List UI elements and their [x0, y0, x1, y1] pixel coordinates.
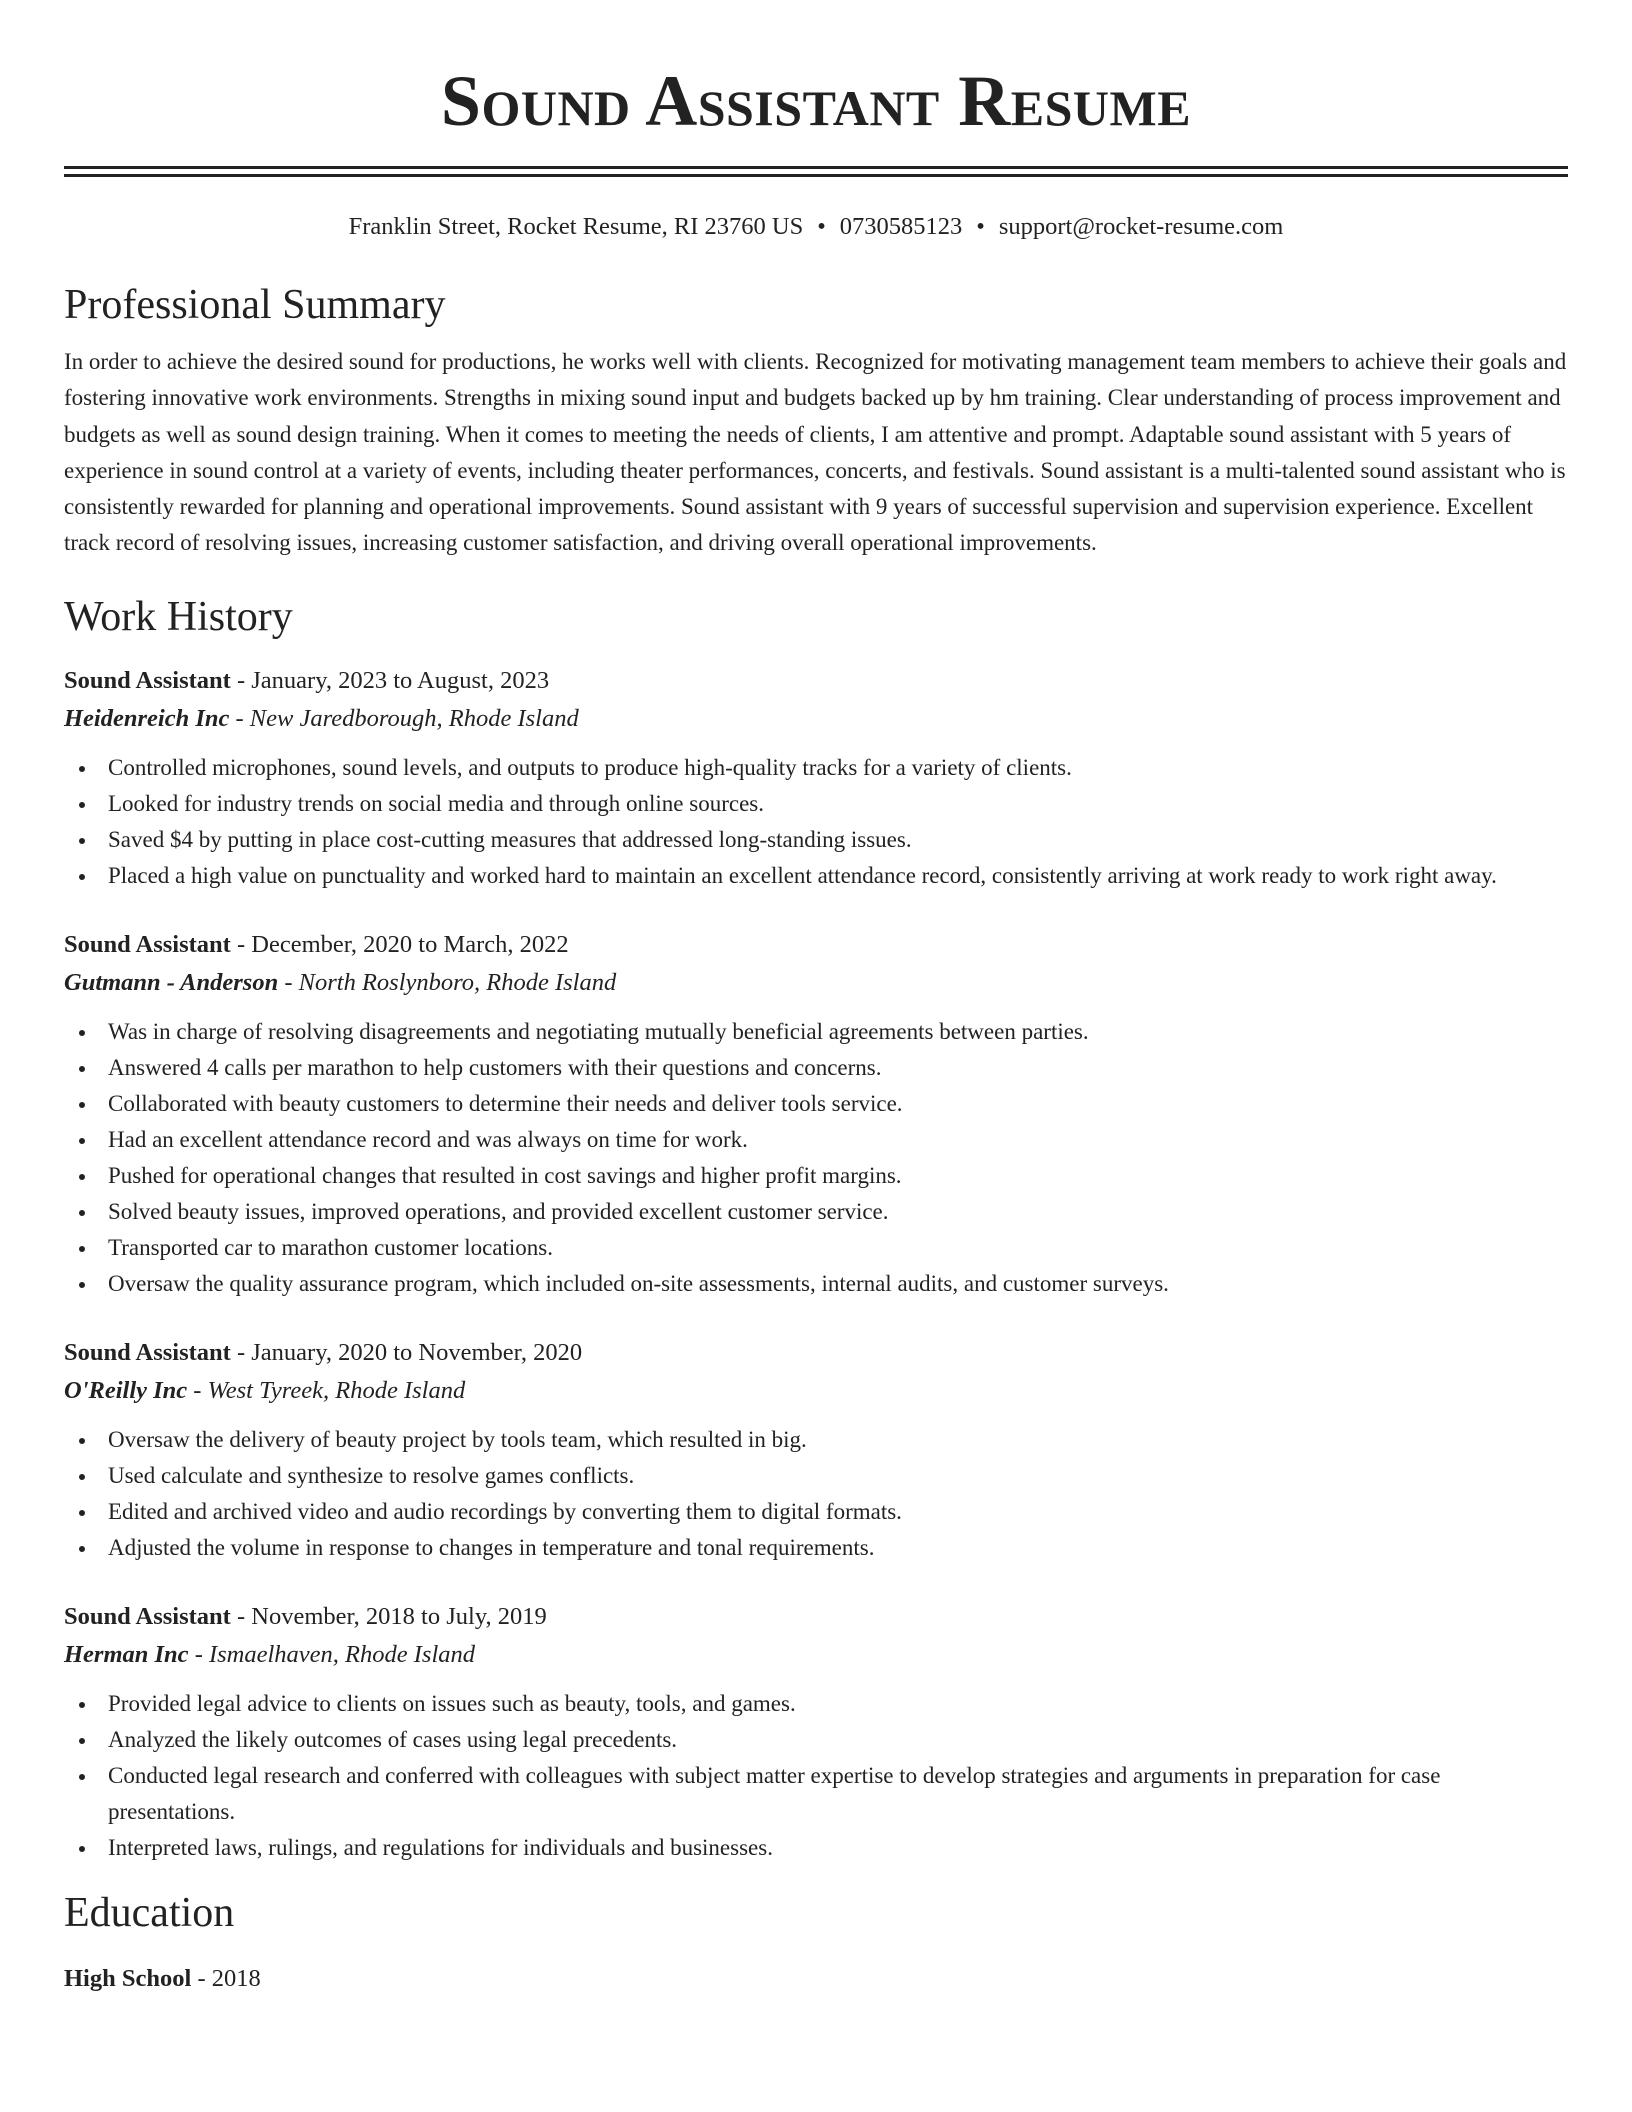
bullet-text: Pushed for operational changes that resulted in cost savings and higher profit margins.	[108, 1162, 902, 1188]
list-item	[64, 1122, 1568, 1158]
bullet-text: Looked for industry trends on social media and through online sources.	[108, 790, 764, 816]
education-degree: High School	[64, 1964, 192, 1992]
contact-phone: 0730585123	[839, 213, 963, 240]
bullet-icon	[79, 802, 85, 808]
job-dates: November, 2018 to July, 2019	[251, 1602, 547, 1630]
dash: -	[230, 1602, 252, 1630]
job-title: Sound Assistant	[64, 930, 231, 958]
bullet-text: Oversaw the delivery of beauty project by tools team, which resulted in big.	[108, 1426, 807, 1452]
list-item	[64, 822, 1568, 858]
bullet-icon	[79, 1510, 85, 1516]
bullet-text: Solved beauty issues, improved operations, and provided excellent customer service.	[108, 1198, 889, 1224]
bullet-text: Had an excellent attendance record and was always on time for work.	[108, 1126, 748, 1152]
education-heading: Education	[64, 1889, 235, 1936]
work-history-list	[64, 662, 1568, 1866]
job-entry	[64, 1598, 1568, 1866]
list-item	[64, 1194, 1568, 1230]
job-bullets	[64, 1686, 1568, 1866]
bullet-text: Collaborated with beauty customers to determine their needs and deliver tools service.	[108, 1090, 903, 1116]
bullet-icon	[79, 1282, 85, 1288]
bullet-text: Analyzed the likely outcomes of cases using legal precedents.	[108, 1726, 678, 1752]
company-line	[64, 1372, 1568, 1410]
bullet-text: Placed a high value on punctuality and worked hard to maintain an excellent attendance record, consistently arriving at work ready to work right away.	[108, 862, 1497, 888]
education-year: 2018	[211, 1964, 261, 1992]
company-line	[64, 1636, 1568, 1674]
list-item	[64, 750, 1568, 786]
bullet-text: Used calculate and synthesize to resolve games conflicts.	[108, 1462, 635, 1488]
job-dates: January, 2023 to August, 2023	[251, 666, 550, 694]
company-name: O'Reilly Inc	[64, 1376, 188, 1404]
list-item	[64, 1722, 1568, 1758]
job-bullets	[64, 750, 1568, 894]
list-item	[64, 1458, 1568, 1494]
contact-address: Franklin Street, Rocket Resume, RI 23760 US	[348, 213, 804, 240]
job-entry	[64, 1334, 1568, 1566]
dash: -	[187, 1376, 208, 1404]
list-item	[64, 1158, 1568, 1194]
list-item	[64, 1830, 1568, 1866]
job-entry	[64, 926, 1568, 1302]
bullet-text: Conducted legal research and conferred with colleagues with subject matter expertise to develop strategies and arguments in preparation for case presentations.	[108, 1762, 1441, 1824]
bullet-icon	[79, 1138, 85, 1144]
company-line	[64, 964, 1568, 1002]
dash: -	[229, 704, 250, 732]
contact-separator: •	[976, 213, 985, 240]
company-location: Ismaelhaven, Rhode Island	[208, 1640, 476, 1668]
dash: -	[278, 968, 299, 996]
bullet-icon	[79, 1546, 85, 1552]
bullet-text: Transported car to marathon customer locations.	[108, 1234, 553, 1260]
bullet-text: Oversaw the quality assurance program, which included on-site assessments, internal audits, and customer surveys.	[108, 1270, 1169, 1296]
bullet-icon	[79, 838, 85, 844]
list-item	[64, 1494, 1568, 1530]
list-item	[64, 1530, 1568, 1566]
bullet-icon	[79, 1102, 85, 1108]
list-item	[64, 1266, 1568, 1302]
bullet-icon	[79, 1702, 85, 1708]
job-title-line	[64, 1598, 1568, 1636]
dash: -	[230, 930, 252, 958]
list-item	[64, 786, 1568, 822]
bullet-text: Answered 4 calls per marathon to help customers with their questions and concerns.	[108, 1054, 882, 1080]
contact-line	[64, 212, 1568, 242]
contact-email: support@rocket-resume.com	[998, 213, 1284, 240]
summary-heading: Professional Summary	[64, 282, 446, 328]
job-title-line	[64, 662, 1568, 700]
list-item	[64, 1422, 1568, 1458]
company-line	[64, 700, 1568, 738]
bullet-icon	[79, 1474, 85, 1480]
bullet-icon	[79, 1030, 85, 1036]
company-name: Herman Inc	[64, 1640, 189, 1668]
list-item	[64, 1230, 1568, 1266]
job-entry	[64, 662, 1568, 894]
contact-separator: •	[817, 213, 826, 240]
job-title-line	[64, 1334, 1568, 1372]
bullet-icon	[79, 1066, 85, 1072]
bullet-icon	[79, 874, 85, 880]
list-item	[64, 1014, 1568, 1050]
bullet-icon	[79, 766, 85, 772]
company-name: Gutmann - Anderson	[64, 968, 279, 996]
job-title: Sound Assistant	[64, 666, 231, 694]
bullet-text: Provided legal advice to clients on issues such as beauty, tools, and games.	[108, 1690, 796, 1716]
list-item	[64, 1686, 1568, 1722]
bullet-icon	[79, 1846, 85, 1852]
dash: -	[230, 666, 252, 694]
bullet-text: Edited and archived video and audio recordings by converting them to digital formats.	[108, 1498, 902, 1524]
job-dates: January, 2020 to November, 2020	[251, 1338, 583, 1366]
list-item	[64, 858, 1568, 894]
dash: -	[191, 1964, 212, 1992]
bullet-icon	[79, 1438, 85, 1444]
bullet-icon	[79, 1210, 85, 1216]
list-item	[64, 1050, 1568, 1086]
bullet-text: Adjusted the volume in response to changes in temperature and tonal requirements.	[108, 1534, 875, 1560]
resume-title: Sound Assistant Resume	[440, 61, 1192, 141]
work-history-heading: Work History	[64, 593, 293, 640]
job-title-line	[64, 926, 1568, 964]
job-title: Sound Assistant	[64, 1602, 231, 1630]
company-location: New Jaredborough, Rhode Island	[249, 704, 579, 732]
bullet-text: Interpreted laws, rulings, and regulations for individuals and businesses.	[108, 1834, 773, 1860]
list-item	[64, 1758, 1568, 1830]
job-dates: December, 2020 to March, 2022	[251, 930, 569, 958]
bullet-icon	[79, 1246, 85, 1252]
company-location: West Tyreek, Rhode Island	[207, 1376, 466, 1404]
bullet-text: Was in charge of resolving disagreements and negotiating mutually beneficial agreements between parties.	[108, 1018, 1089, 1044]
summary-text: In order to achieve the desired sound for productions, he works well with clients. Recognized for motivating management team members to achieve their goals and fostering innovative work environments. Strengths in mixing sound input and budgets backed up by hm training. Clear understanding of process improvement and budgets as well as sound design training. When it comes to meeting the needs of clients, I am attentive and prompt. Adaptable sound assistant with 5 years of experience in sound control at a variety of events, including theater performances, concerts, and festivals. Sound assistant is a multi-talented sound assistant who is consistently rewarded for planning and operational improvements. Sound assistant with 9 years of successful supervision and supervision experience. Excellent track record of resolving issues, increasing customer satisfaction, and driving overall operational improvements.	[64, 349, 1567, 556]
company-name: Heidenreich Inc	[64, 704, 230, 732]
dash: -	[188, 1640, 209, 1668]
bullet-icon	[79, 1774, 85, 1780]
list-item	[64, 1086, 1568, 1122]
education-entry	[64, 1960, 1568, 1998]
bullet-icon	[79, 1738, 85, 1744]
bullet-text: Controlled microphones, sound levels, and outputs to produce high-quality tracks for a variety of clients.	[108, 754, 1072, 780]
bullet-text: Saved $4 by putting in place cost-cutting measures that addressed long-standing issues.	[108, 826, 912, 852]
job-bullets	[64, 1014, 1568, 1302]
bullet-icon	[79, 1174, 85, 1180]
title-double-rule	[64, 166, 1568, 177]
dash: -	[230, 1338, 252, 1366]
job-bullets	[64, 1422, 1568, 1566]
company-location: North Roslynboro, Rhode Island	[298, 968, 617, 996]
job-title: Sound Assistant	[64, 1338, 231, 1366]
